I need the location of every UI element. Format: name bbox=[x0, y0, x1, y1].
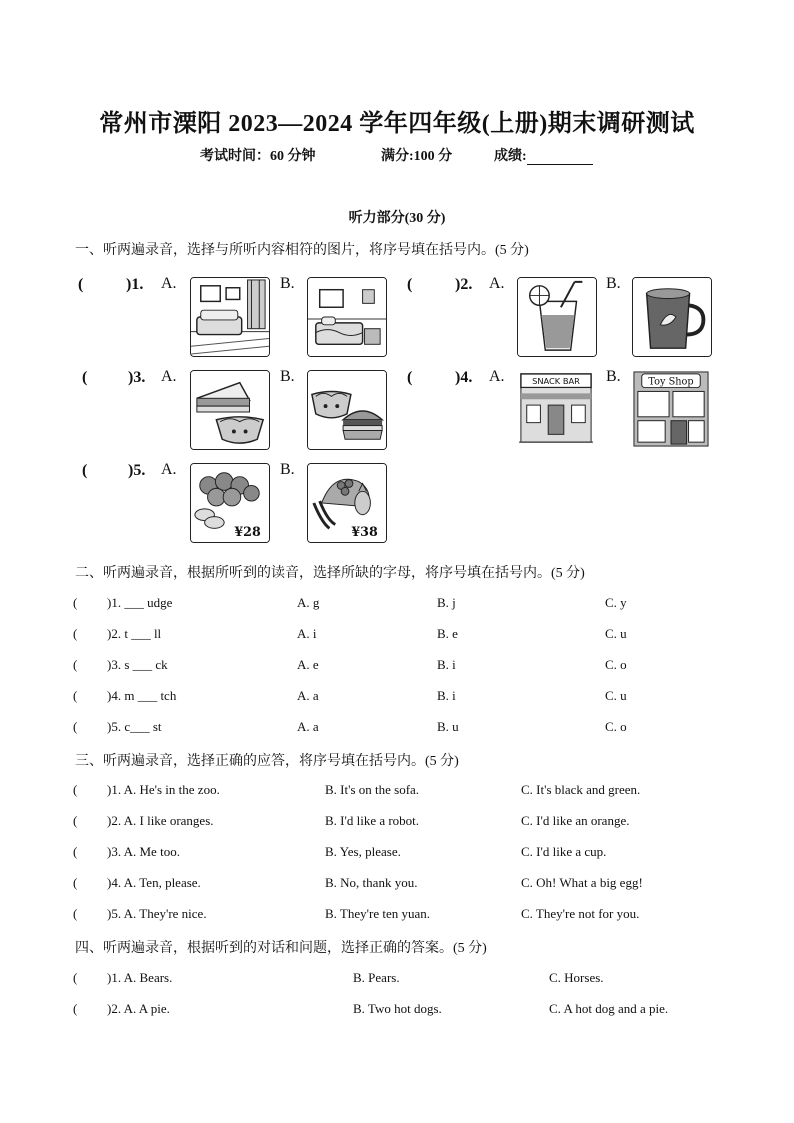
question-text: )1. A. Bears. bbox=[107, 970, 173, 985]
question-text: )3. s ___ ck bbox=[107, 657, 168, 672]
option-b-label: B. bbox=[606, 368, 621, 385]
toy-shop-sign: Toy Shop bbox=[648, 376, 694, 388]
question-text: )2. A. I like oranges. bbox=[107, 813, 214, 828]
bedroom-icon[interactable] bbox=[307, 277, 387, 357]
option-text[interactable]: A. g bbox=[297, 595, 320, 610]
option-text[interactable]: B. It's on the sofa. bbox=[325, 782, 420, 797]
answer-paren[interactable]: ( bbox=[407, 276, 413, 293]
toy-shop-icon[interactable] bbox=[632, 370, 710, 448]
tea-cup-icon[interactable] bbox=[632, 277, 712, 357]
answer-paren[interactable]: ( bbox=[407, 369, 413, 386]
answer-paren[interactable]: ( bbox=[73, 844, 78, 859]
option-text[interactable]: A. a bbox=[297, 719, 319, 734]
question-number: )3. bbox=[128, 369, 146, 386]
option-text[interactable]: B. j bbox=[437, 595, 456, 610]
question-text: )1. ___ udge bbox=[107, 595, 173, 610]
option-b-label: B. bbox=[606, 275, 621, 292]
question-text: )5. A. They're nice. bbox=[107, 906, 207, 921]
score-label: 成绩: bbox=[494, 149, 527, 164]
part2-instruction: 二、听两遍录音，根据所听到的读音，选择所缺的字母，将序号填在括号内。(5 分) bbox=[75, 566, 585, 581]
price-label: ¥38 bbox=[351, 524, 378, 540]
page-title: 常州市溧阳 2023—2024 学年四年级(上册)期末调研测试 bbox=[99, 111, 695, 137]
option-a-label: A. bbox=[161, 461, 177, 478]
answer-paren[interactable]: ( bbox=[73, 626, 78, 641]
option-text[interactable]: B. i bbox=[437, 688, 456, 703]
option-a-label: A. bbox=[161, 275, 177, 292]
option-b-label: B. bbox=[280, 275, 295, 292]
part3-instruction: 三、听两遍录音，选择正确的应答，将序号填在括号内。(5 分) bbox=[75, 754, 459, 769]
option-text[interactable]: C. It's black and green. bbox=[521, 782, 641, 797]
option-text[interactable]: C. o bbox=[605, 719, 627, 734]
option-text[interactable]: B. They're ten yuan. bbox=[325, 906, 430, 921]
listening-section-title: 听力部分(30 分) bbox=[348, 211, 446, 226]
option-text[interactable]: B. e bbox=[437, 626, 458, 641]
option-text[interactable]: A. e bbox=[297, 657, 319, 672]
apples-mangoes-icon[interactable] bbox=[190, 463, 270, 543]
option-a-label: A. bbox=[489, 368, 505, 385]
option-text[interactable]: B. Two hot dogs. bbox=[353, 1001, 442, 1016]
answer-paren[interactable]: ( bbox=[73, 813, 78, 828]
answer-paren[interactable]: ( bbox=[73, 970, 78, 985]
sandwich-noodles-icon[interactable] bbox=[190, 370, 270, 450]
question-text: )4. m ___ tch bbox=[107, 688, 177, 703]
full-score: 满分:100 分 bbox=[381, 149, 453, 164]
option-text[interactable]: B. Yes, please. bbox=[325, 844, 401, 859]
answer-paren[interactable]: ( bbox=[73, 875, 78, 890]
part4-instruction: 四、听两遍录音，根据听到的对话和问题，选择正确的答案。(5 分) bbox=[75, 941, 487, 956]
answer-paren[interactable]: ( bbox=[73, 1001, 78, 1016]
noodles-hamburger-icon[interactable] bbox=[307, 370, 387, 450]
option-text[interactable]: B. No, thank you. bbox=[325, 875, 418, 890]
option-text[interactable]: C. y bbox=[605, 595, 627, 610]
option-text[interactable]: A. a bbox=[297, 688, 319, 703]
option-text[interactable]: C. I'd like a cup. bbox=[521, 844, 607, 859]
living-room-icon[interactable] bbox=[190, 277, 270, 357]
answer-paren[interactable]: ( bbox=[82, 462, 88, 479]
snack-bar-sign: SNACK BAR bbox=[532, 376, 580, 387]
answer-paren[interactable]: ( bbox=[73, 719, 78, 734]
option-text[interactable]: B. i bbox=[437, 657, 456, 672]
question-text: )2. t ___ ll bbox=[107, 626, 162, 641]
question-text: )3. A. Me too. bbox=[107, 844, 180, 859]
question-number: )4. bbox=[455, 369, 473, 386]
snack-bar-icon[interactable] bbox=[517, 370, 595, 448]
answer-paren[interactable]: ( bbox=[73, 657, 78, 672]
option-text[interactable]: B. I'd like a robot. bbox=[325, 813, 420, 828]
price-label: ¥28 bbox=[234, 524, 261, 540]
option-a-label: A. bbox=[489, 275, 505, 292]
option-a-label: A. bbox=[161, 368, 177, 385]
answer-paren[interactable]: ( bbox=[73, 782, 78, 797]
option-text[interactable]: C. They're not for you. bbox=[521, 906, 640, 921]
option-text[interactable]: C. I'd like an orange. bbox=[521, 813, 630, 828]
option-text[interactable]: C. u bbox=[605, 626, 627, 641]
score-field[interactable] bbox=[494, 145, 593, 165]
question-text: )2. A. A pie. bbox=[107, 1001, 170, 1016]
fruit-basket-icon[interactable] bbox=[307, 463, 387, 543]
answer-paren[interactable]: ( bbox=[78, 276, 84, 293]
question-text: )4. A. Ten, please. bbox=[107, 875, 201, 890]
juice-glass-icon[interactable] bbox=[517, 277, 597, 357]
question-number: )1. bbox=[126, 276, 144, 293]
answer-paren[interactable]: ( bbox=[82, 369, 88, 386]
option-text[interactable]: B. u bbox=[437, 719, 459, 734]
question-text: )5. c___ st bbox=[107, 719, 162, 734]
option-text[interactable]: B. Pears. bbox=[353, 970, 400, 985]
question-number: )5. bbox=[128, 462, 146, 479]
option-b-label: B. bbox=[280, 461, 295, 478]
option-text[interactable]: C. A hot dog and a pie. bbox=[549, 1001, 669, 1016]
exam-time: 考试时间：60 分钟 bbox=[200, 149, 316, 164]
option-text[interactable]: C. o bbox=[605, 657, 627, 672]
part1-instruction: 一、听两遍录音，选择与所听内容相符的图片，将序号填在括号内。(5 分) bbox=[75, 243, 529, 258]
option-text[interactable]: C. u bbox=[605, 688, 627, 703]
answer-paren[interactable]: ( bbox=[73, 688, 78, 703]
option-text[interactable]: C. Horses. bbox=[549, 970, 604, 985]
score-blank[interactable] bbox=[527, 150, 593, 165]
question-text: )1. A. He's in the zoo. bbox=[107, 782, 220, 797]
question-number: )2. bbox=[455, 276, 473, 293]
answer-paren[interactable]: ( bbox=[73, 906, 78, 921]
answer-paren[interactable]: ( bbox=[73, 595, 78, 610]
option-text[interactable]: A. i bbox=[297, 626, 317, 641]
option-text[interactable]: C. Oh! What a big egg! bbox=[521, 875, 643, 890]
option-b-label: B. bbox=[280, 368, 295, 385]
